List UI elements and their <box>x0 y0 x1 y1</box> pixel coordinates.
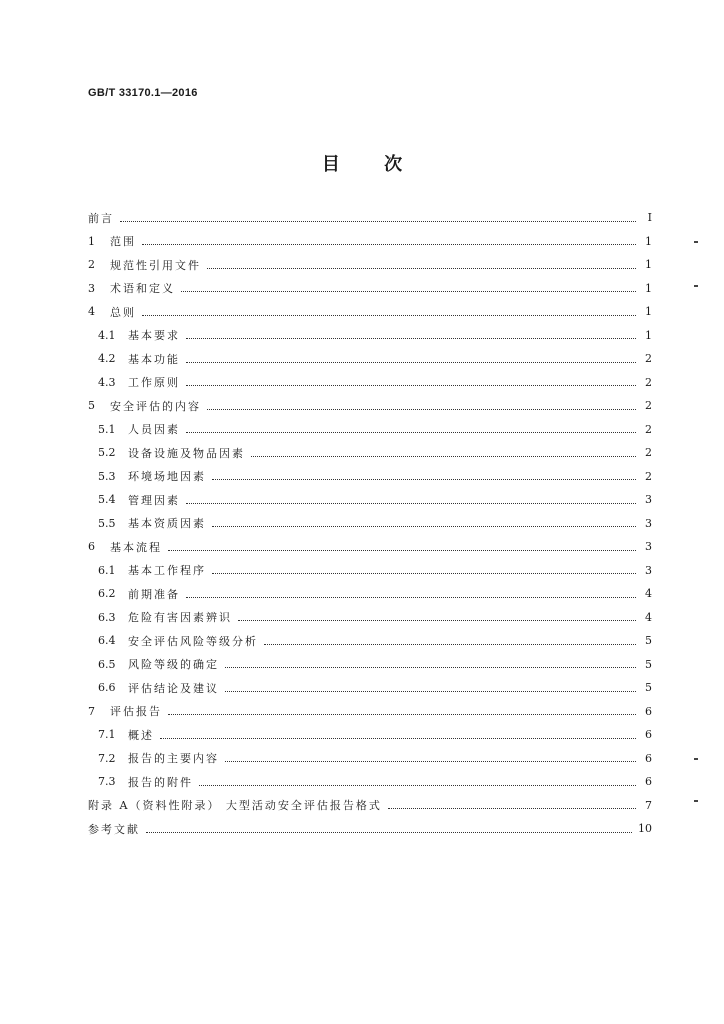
toc-entry-page: 3 <box>645 563 652 577</box>
toc-leader-dots <box>212 572 636 574</box>
toc-entry-number: 6.3 <box>98 610 116 624</box>
toc-entry-page: 3 <box>645 493 652 507</box>
toc-entry[interactable] <box>88 512 652 536</box>
toc-entry-number: 4.1 <box>98 328 116 342</box>
toc-entry-number: 5.3 <box>98 469 116 483</box>
toc-entry-label: 附录 A（资料性附录） 大型活动安全评估报告格式 <box>88 799 382 813</box>
toc-entry-page: 5 <box>645 681 652 695</box>
toc-entry-label: 参考文献 <box>88 822 140 836</box>
toc-entry-label: 报告的主要内容 <box>128 752 219 766</box>
toc-entry-label: 范围 <box>110 235 136 249</box>
toc-entry[interactable] <box>88 300 652 324</box>
toc-leader-dots <box>142 314 636 316</box>
toc-entry[interactable] <box>88 253 652 277</box>
toc-entry-label: 基本功能 <box>128 352 180 366</box>
toc-leader-dots <box>186 596 636 598</box>
toc-entry[interactable] <box>88 747 652 771</box>
toc-entry-label: 基本流程 <box>110 540 162 554</box>
toc-entry-label: 工作原则 <box>128 376 180 390</box>
toc-leader-dots <box>212 525 636 527</box>
toc-entry[interactable] <box>88 324 652 348</box>
toc-entry-number: 7.2 <box>98 751 116 765</box>
toc-entry-number: 3 <box>88 281 95 295</box>
toc-entry-label: 总则 <box>110 305 136 319</box>
toc-entry-number: 5.5 <box>98 516 116 530</box>
toc-leader-dots <box>186 431 636 433</box>
toc-leader-dots <box>142 243 636 245</box>
toc-entry-number: 5.1 <box>98 422 116 436</box>
toc-entry-label: 基本资质因素 <box>128 517 206 531</box>
toc-entry-number: 6.2 <box>98 587 116 601</box>
margin-mark <box>694 758 698 760</box>
toc-entry-number: 7 <box>88 704 95 718</box>
toc-entry-label: 术语和定义 <box>110 282 175 296</box>
toc-leader-dots <box>160 737 636 739</box>
toc-entry[interactable] <box>88 277 652 301</box>
toc-entry[interactable] <box>88 559 652 583</box>
toc-entry[interactable] <box>88 441 652 465</box>
toc-entry-page: 1 <box>645 328 652 342</box>
toc-entry-number: 6.5 <box>98 657 116 671</box>
toc-entry-page: 2 <box>645 352 652 366</box>
toc-leader-dots <box>264 643 636 645</box>
toc-entry[interactable] <box>88 347 652 371</box>
toc-entry[interactable] <box>88 676 652 700</box>
toc-entry-number: 6 <box>88 540 95 554</box>
document-code: GB/T 33170.1—2016 <box>88 87 198 99</box>
toc-entry-label: 风险等级的确定 <box>128 658 219 672</box>
toc-leader-dots <box>225 666 636 668</box>
toc-entry-label: 安全评估的内容 <box>110 399 201 413</box>
toc-entry-page: 3 <box>645 516 652 530</box>
toc-leader-dots <box>199 784 636 786</box>
toc-leader-dots <box>186 384 636 386</box>
toc-entry-page: 1 <box>645 234 652 248</box>
toc-entry-number: 1 <box>88 234 95 248</box>
toc-entry-label: 基本工作程序 <box>128 564 206 578</box>
toc-leader-dots <box>251 455 636 457</box>
toc-entry-number: 7.1 <box>98 728 116 742</box>
toc-entry-number: 5.2 <box>98 446 116 460</box>
toc-entry-number: 6.6 <box>98 681 116 695</box>
toc-entry-page: 5 <box>645 657 652 671</box>
toc-entry[interactable] <box>88 629 652 653</box>
toc-entry-page: 1 <box>645 258 652 272</box>
toc-entry-label: 评估报告 <box>110 705 162 719</box>
toc-entry-page: 4 <box>645 610 652 624</box>
page-title: 目 次 <box>321 154 403 175</box>
toc-leader-dots <box>168 713 636 715</box>
toc-entry-label: 前言 <box>88 211 114 225</box>
margin-mark <box>694 285 698 287</box>
toc-leader-dots <box>168 549 636 551</box>
toc-entry-label: 环境场地因素 <box>128 470 206 484</box>
toc-entry-page: 2 <box>645 469 652 483</box>
toc-entry-page: 3 <box>645 540 652 554</box>
toc-entry-label: 评估结论及建议 <box>128 681 219 695</box>
toc-entry-label: 概述 <box>128 728 154 742</box>
toc-entry[interactable] <box>88 817 652 841</box>
toc-entry[interactable] <box>88 206 652 230</box>
toc-entry-page: 4 <box>645 587 652 601</box>
margin-mark <box>694 241 698 243</box>
toc-entry[interactable] <box>88 418 652 442</box>
toc-entry-page: 2 <box>645 446 652 460</box>
toc-leader-dots <box>225 760 636 762</box>
toc-entry-label: 安全评估风险等级分析 <box>128 634 258 648</box>
toc-entry[interactable] <box>88 606 652 630</box>
toc-entry-page: 1 <box>645 281 652 295</box>
toc-entry[interactable] <box>88 582 652 606</box>
toc-entry-label: 人员因素 <box>128 423 180 437</box>
toc-entry-page: 2 <box>645 399 652 413</box>
toc-leader-dots <box>120 220 636 222</box>
toc-leader-dots <box>238 619 636 621</box>
toc-entry[interactable] <box>88 394 652 418</box>
toc-entry-page: 2 <box>645 375 652 389</box>
table-of-contents <box>88 206 652 841</box>
toc-entry-number: 6.4 <box>98 634 116 648</box>
toc-leader-dots <box>207 267 636 269</box>
toc-leader-dots <box>186 337 636 339</box>
toc-entry-number: 5.4 <box>98 493 116 507</box>
toc-leader-dots <box>225 690 636 692</box>
toc-entry-label: 基本要求 <box>128 329 180 343</box>
toc-entry-number: 6.1 <box>98 563 116 577</box>
toc-entry[interactable] <box>88 535 652 559</box>
toc-entry-page: I <box>647 211 652 225</box>
toc-leader-dots <box>388 807 636 809</box>
toc-entry-number: 4.3 <box>98 375 116 389</box>
toc-entry[interactable] <box>88 653 652 677</box>
toc-entry-page: 6 <box>645 704 652 718</box>
margin-mark <box>694 800 698 802</box>
toc-entry-page: 2 <box>645 422 652 436</box>
toc-leader-dots <box>212 478 636 480</box>
toc-entry-label: 前期准备 <box>128 587 180 601</box>
toc-entry-number: 7.3 <box>98 775 116 789</box>
toc-entry-number: 4.2 <box>98 352 116 366</box>
toc-entry-label: 规范性引用文件 <box>110 258 201 272</box>
toc-entry-label: 管理因素 <box>128 493 180 507</box>
toc-entry[interactable] <box>88 230 652 254</box>
toc-leader-dots <box>181 290 636 292</box>
toc-entry[interactable] <box>88 700 652 724</box>
toc-leader-dots <box>146 831 632 833</box>
toc-entry-label: 危险有害因素辨识 <box>128 611 232 625</box>
toc-leader-dots <box>207 408 636 410</box>
toc-entry-page: 7 <box>645 798 652 812</box>
toc-entry[interactable] <box>88 488 652 512</box>
toc-entry-page: 6 <box>645 728 652 742</box>
toc-leader-dots <box>186 361 636 363</box>
toc-entry-page: 6 <box>645 751 652 765</box>
toc-entry[interactable] <box>88 794 652 818</box>
toc-entry[interactable] <box>88 723 652 747</box>
toc-entry[interactable] <box>88 770 652 794</box>
toc-entry-number: 5 <box>88 399 95 413</box>
toc-entry-page: 6 <box>645 775 652 789</box>
toc-entry-page: 5 <box>645 634 652 648</box>
toc-leader-dots <box>186 502 636 504</box>
toc-entry[interactable] <box>88 465 652 489</box>
toc-entry-label: 报告的附件 <box>128 775 193 789</box>
toc-entry-page: 1 <box>645 305 652 319</box>
toc-entry-page: 10 <box>638 822 652 836</box>
toc-entry-number: 4 <box>88 305 95 319</box>
toc-entry[interactable] <box>88 371 652 395</box>
toc-entry-number: 2 <box>88 258 95 272</box>
toc-entry-label: 设备设施及物品因素 <box>128 446 245 460</box>
